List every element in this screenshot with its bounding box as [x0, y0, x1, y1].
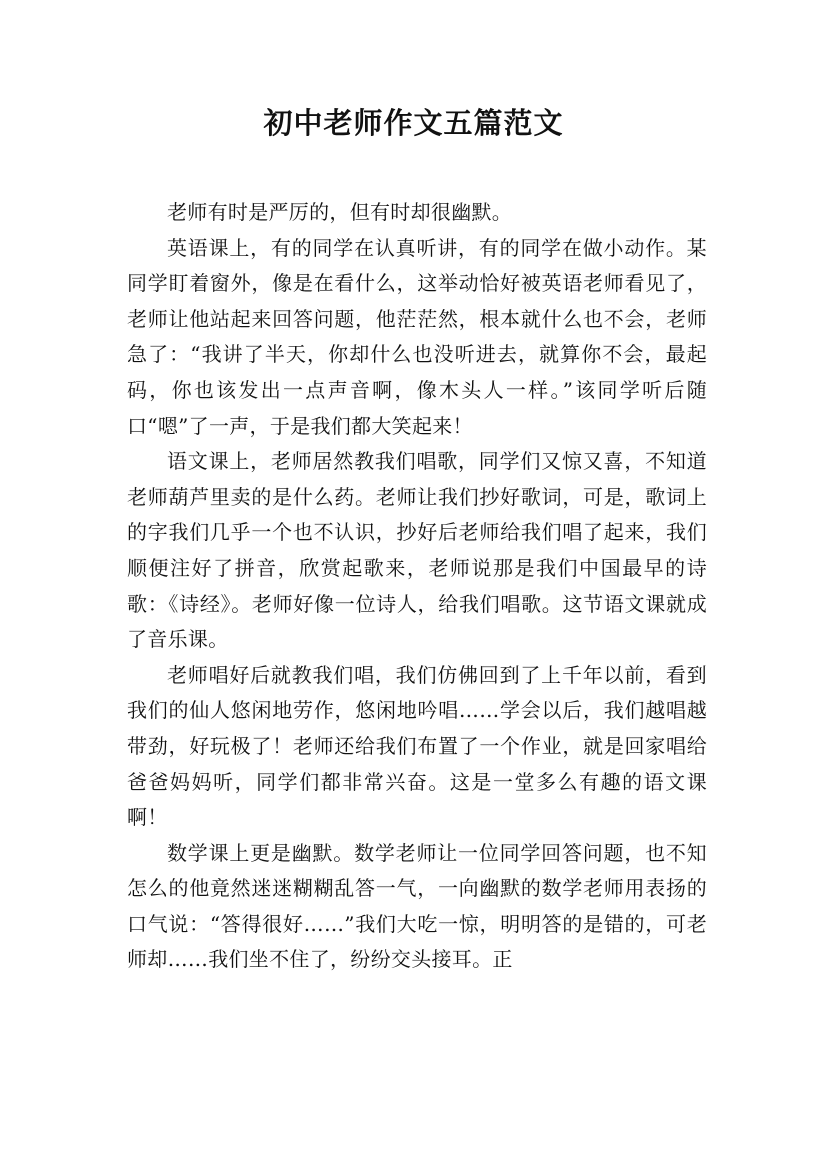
document-title: 初中老师作文五篇范文 [263, 106, 564, 140]
paragraph-5: 数学课上更是幽默。数学老师让一位同学回答问题，也不知怎么的他竟然迷迷糊糊乱答一气，一向幽默的数学老师用表扬的口气说：“答得很好……”我们大吃一惊，明明答的是错的，可老师却……我们坐不住了，纷纷交头接耳。正 [127, 840, 707, 972]
paragraph-3: 语文课上，老师居然教我们唱歌，同学们又惊又喜，不知道老师葫芦里卖的是什么药。老师让我们抄好歌词，可是，歌词上的字我们几乎一个也不认识，抄好后老师给我们唱了起来，我们顺便注好了拼音，欣赏起歌来，老师说那是我们中国最早的诗歌：《诗经》。老师好像一位诗人，给我们唱歌。这节语文课就成了音乐课。 [127, 449, 707, 652]
paragraph-1: 老师有时是严厉的，但有时却很幽默。 [167, 200, 513, 224]
paragraph-4: 老师唱好后就教我们唱，我们仿佛回到了上千年以前，看到我们的仙人悠闲地劳作，悠闲地吟唱……学会以后，我们越唱越带劲，好玩极了！老师还给我们布置了一个作业，就是回家唱给爸爸妈妈听，同学们都非常兴奋。这是一堂多么有趣的语文课啊！ [127, 662, 707, 830]
paragraph-2: 英语课上，有的同学在认真听讲，有的同学在做小动作。某同学盯着窗外，像是在看什么，这举动恰好被英语老师看见了，老师让他站起来回答问题，他茫茫然，根本就什么也不会，老师急了：“我讲了半天，你却什么也没听进去，就算你不会，最起码，你也该发出一点声音啊，像木头人一样。”该同学听后随口“嗯”了一声，于是我们都大笑起来！ [127, 235, 707, 438]
document-body [127, 195, 707, 978]
